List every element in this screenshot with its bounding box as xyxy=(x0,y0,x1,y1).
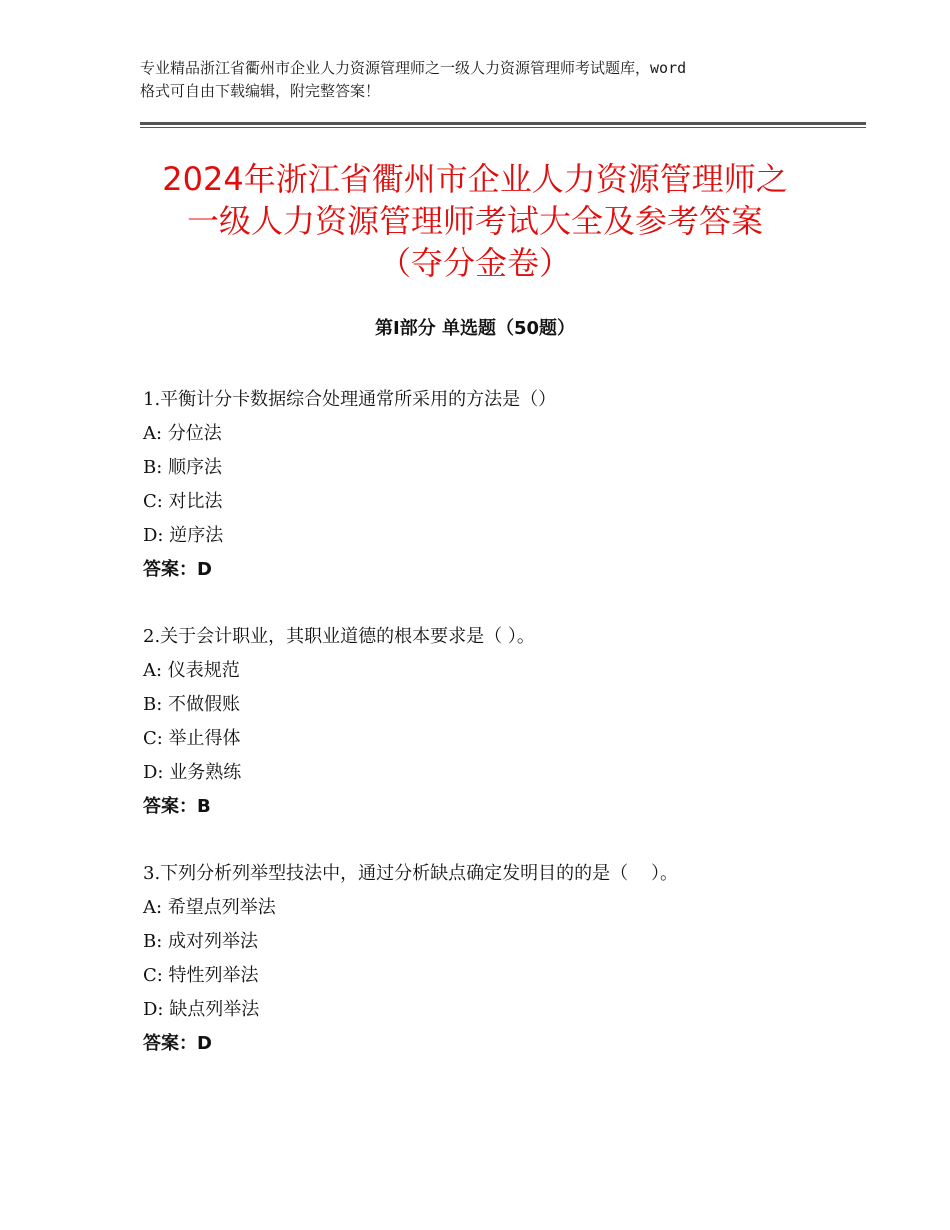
option-c: C: 特性列举法 xyxy=(143,965,259,986)
option-a: A: 分位法 xyxy=(143,423,222,444)
option-d: D: 业务熟练 xyxy=(143,762,242,783)
answer: 答案：B xyxy=(143,796,211,817)
question-1 xyxy=(143,383,863,587)
question-stem: 2.关于会计职业，其职业道德的根本要求是（ ）。 xyxy=(143,626,535,647)
question-2 xyxy=(143,620,863,824)
header-note-line-2: 格式可自由下载编辑，附完整答案！ xyxy=(140,82,381,100)
answer: 答案：D xyxy=(143,559,212,580)
section-heading: 第Ⅰ部分 单选题（50题） xyxy=(374,318,575,339)
title-line-3: （夺分金卷） xyxy=(378,244,571,282)
header-divider-thin xyxy=(140,127,866,128)
question-stem: 3.下列分析列举型技法中，通过分析缺点确定发明目的的是（ ）。 xyxy=(143,863,679,884)
document-title xyxy=(120,158,830,284)
option-c: C: 对比法 xyxy=(143,491,223,512)
answer: 答案：D xyxy=(143,1033,212,1054)
title-line-2: 一级人力资源管理师考试大全及参考答案 xyxy=(186,202,763,240)
option-c: C: 举止得体 xyxy=(143,728,241,749)
header-divider-thick xyxy=(140,122,866,125)
option-d: D: 逆序法 xyxy=(143,525,224,546)
question-stem: 1.平衡计分卡数据综合处理通常所采用的方法是（） xyxy=(143,389,557,410)
title-line-1: 2024年浙江省衢州市企业人力资源管理师之 xyxy=(162,160,788,198)
option-a: A: 仪表规范 xyxy=(143,660,240,681)
option-d: D: 缺点列举法 xyxy=(143,999,260,1020)
question-list xyxy=(143,383,863,1094)
option-b: B: 顺序法 xyxy=(143,457,223,478)
option-a: A: 希望点列举法 xyxy=(143,897,276,918)
option-b: B: 不做假账 xyxy=(143,694,241,715)
header-note-line-1: 专业精品浙江省衢州市企业人力资源管理师之一级人力资源管理师考试题库，word xyxy=(140,59,687,77)
header-note xyxy=(140,57,820,103)
question-3 xyxy=(143,857,863,1061)
option-b: B: 成对列举法 xyxy=(143,931,259,952)
